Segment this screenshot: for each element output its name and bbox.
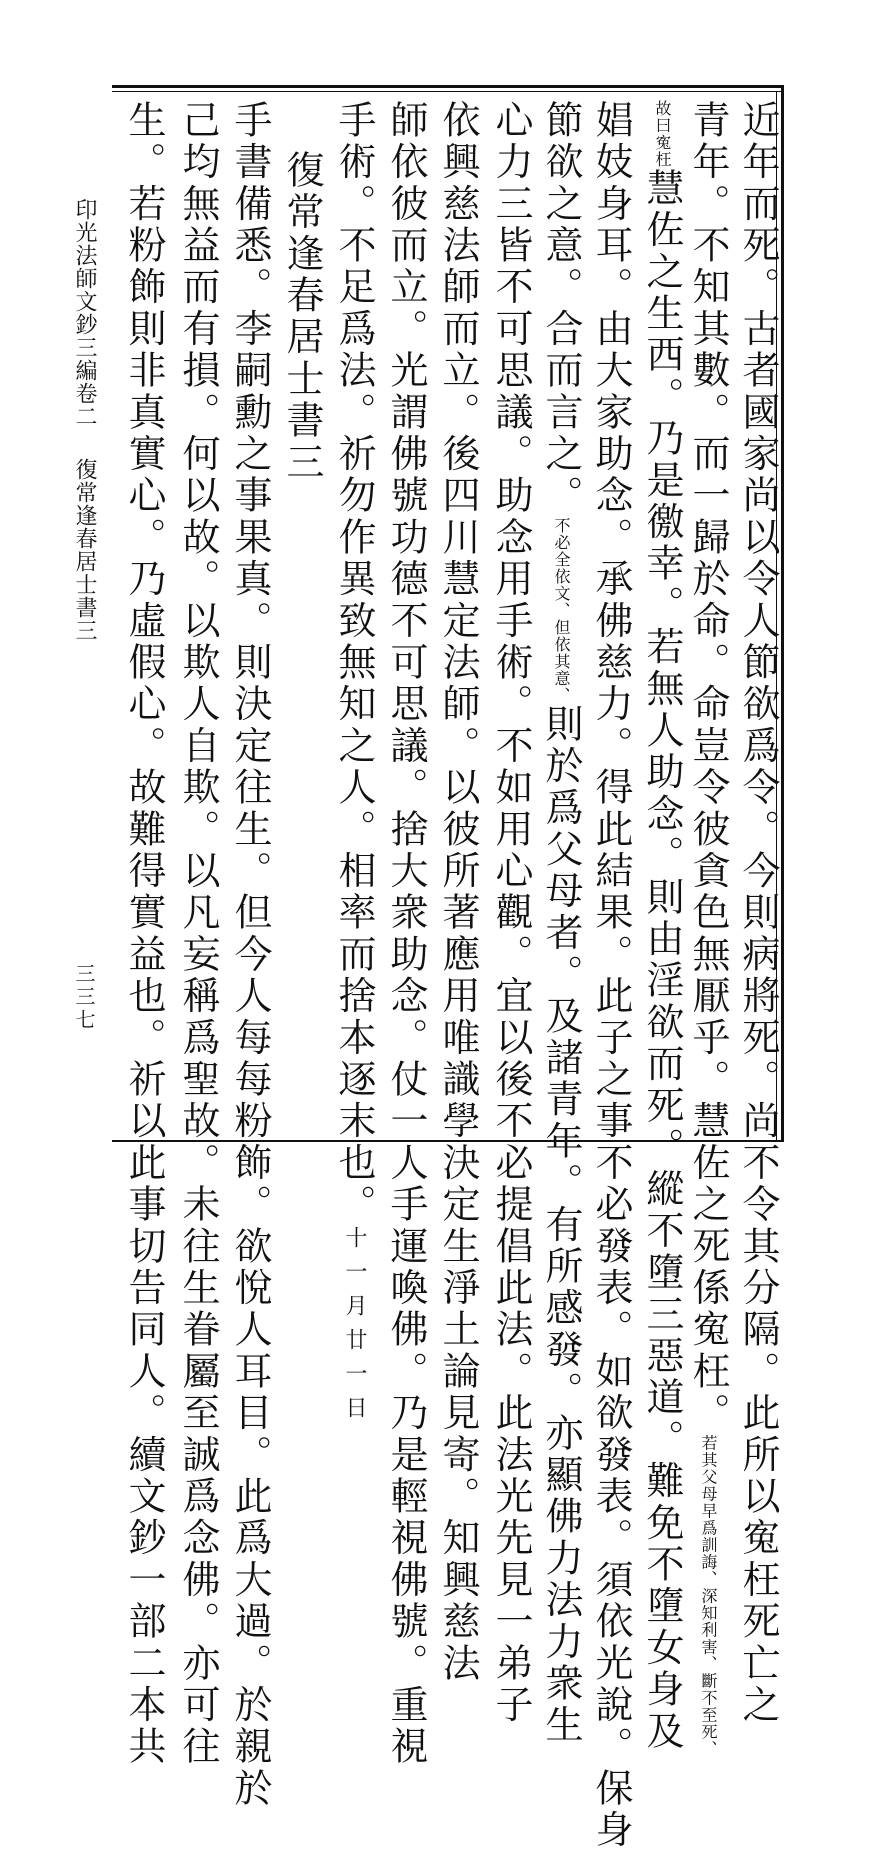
text-column-11 — [228, 100, 272, 1810]
page-number: 三三七 — [72, 963, 96, 1032]
column-text: 慧佐之生西。乃是徼幸。若無人助念。則由淫欲而死。縱不墮三惡道。難免不墮女身及 — [640, 168, 684, 1753]
column-text: 手書備悉。李嗣勳之事果真。則決定往生。但今人每每粉飾。欲悅人耳目。此爲大過。於親於 — [228, 100, 272, 1810]
text-column-5 — [539, 100, 583, 1747]
inline-note: 故曰寃枉 — [653, 100, 672, 168]
column-text: 依興慈法師而立。後四川慧定法師。以彼所著應用唯識學決定生淨土論見寄。知興慈法 — [436, 100, 480, 1685]
running-head-section-title: 復常逢春居士書三 — [72, 458, 97, 642]
column-text: 節欲之意。合而言之。 — [539, 100, 583, 517]
column-text: 生。若粉飾則非真實心。乃虛假心。故難得實益也。祈以此事切告同人。續文鈔一部二本共 — [122, 100, 166, 1768]
letter-date: 十一月廿一日 — [342, 1225, 367, 1430]
letter-heading — [280, 150, 324, 1170]
text-column-2 — [686, 100, 730, 1758]
column-text: 近年而死。古者國家尚以令人節欲爲令。今則病將死。尚不令其分隔。此所以寃枉死亡之 — [736, 100, 780, 1727]
inline-note: 不必全依文、但依其意、 — [552, 517, 571, 704]
running-head-book-title: 印光法師文鈔三編卷二 — [72, 198, 97, 428]
column-text: 則於爲父母者。及諸青年。有所感發。亦顯佛力法力衆生 — [539, 704, 583, 1747]
text-column-12 — [176, 100, 220, 1768]
frame-top-inner-border — [112, 91, 784, 92]
text-column-1 — [736, 100, 780, 1727]
text-column-3 — [640, 100, 684, 1753]
text-column-8 — [384, 100, 428, 1768]
column-text: 心力三皆不可思議。助念用手術。不如用心觀。宜以後不必提倡此法。此法光先見一弟子 — [489, 100, 533, 1727]
column-text: 青年。不知其數。而一歸於命。命豈令彼貪色無厭乎。慧佐之死係寃枉。 — [686, 100, 730, 1435]
text-column-4 — [589, 100, 633, 1851]
column-text: 師依彼而立。光謂佛號功德不可思議。捨大衆助念。仗一人手運喚佛。乃是輕視佛號。重視 — [384, 100, 428, 1768]
text-column-7 — [436, 100, 480, 1685]
column-text: 娼妓身耳。由大家助念。承佛慈力。得此結果。此子之事不必發表。如欲發表。須依光說。保身 — [589, 100, 633, 1851]
text-column-6 — [489, 100, 533, 1727]
frame-right-border — [781, 85, 784, 1142]
column-text: 己均無益而有損。何以故。以欺人自欺。以凡妄稱爲聖故。未往生眷屬至誠爲念佛。亦可往 — [176, 100, 220, 1768]
text-column-13 — [122, 100, 166, 1768]
column-text: 手術。不足爲法。祈勿作異致無知之人。相率而捨本逐末也。 — [332, 100, 376, 1226]
inline-note: 若其父母早爲訓誨、深知利害、斷不至死、 — [699, 1434, 718, 1758]
frame-top-border — [112, 85, 784, 88]
heading-text: 復常逢春居士書三 — [280, 150, 324, 484]
text-column-9 — [332, 100, 376, 1430]
